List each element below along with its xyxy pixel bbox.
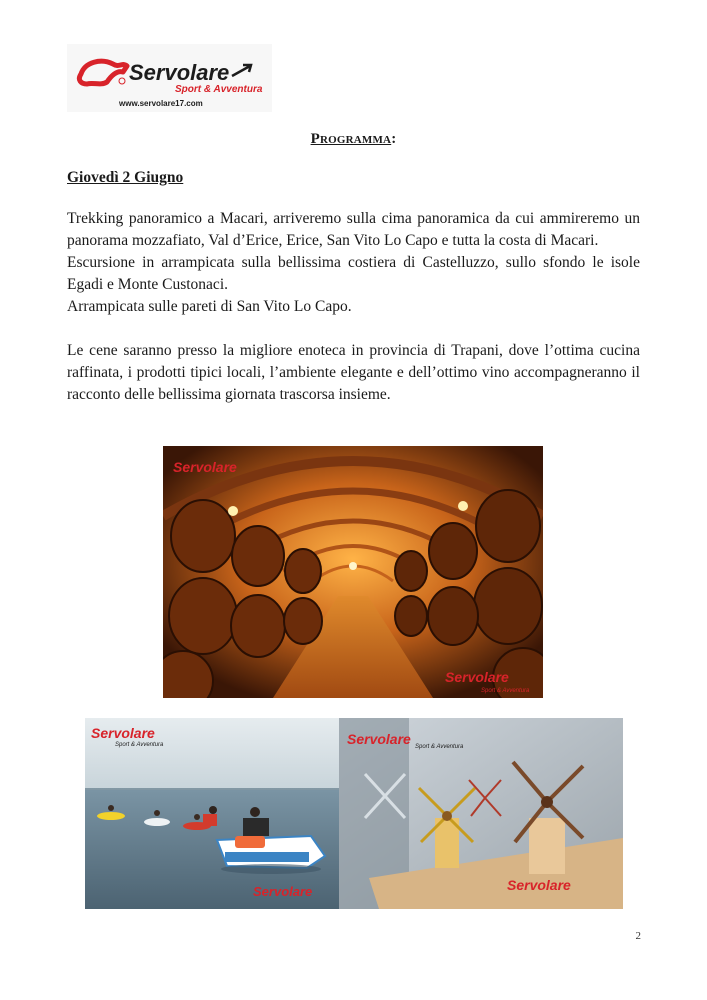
program-description — [67, 208, 640, 406]
wine-cellar-photo — [163, 446, 543, 698]
paragraph-climbing: Arrampicata sulle pareti di San Vito Lo Capo. — [67, 298, 352, 315]
program-heading-label: Programma — [310, 131, 392, 147]
program-heading — [0, 131, 707, 148]
svg-text:www.servolare17.com: www.servolare17.com — [119, 99, 203, 108]
svg-text:Sport & Avventura: Sport & Avventura — [175, 84, 263, 95]
svg-text:Servolare: Servolare — [129, 60, 230, 85]
cellar-watermark-tagline: Sport & Avventura — [481, 688, 530, 694]
cellar-watermark-top: Servolare — [173, 459, 237, 475]
lake-watermark-bottom: Servolare — [253, 884, 313, 899]
paragraph-trekking: Trekking panoramico a Macari, arriveremo sulla cima panoramica da cui ammireremo un panorama mozzafiato, Val d’Erice, Erice, San Vito Lo Capo e tutta la costa di Macari. — [67, 210, 640, 249]
day-title: Giovedì 2 Giugno — [67, 169, 184, 186]
servolare-logo — [67, 44, 272, 112]
pedal-boats-photo — [85, 718, 339, 909]
lake-watermark-top: Servolare — [91, 725, 155, 741]
mills-watermark-tagline: Sport & Avventura — [415, 744, 464, 750]
lake-watermark-tagline: Sport & Avventura — [115, 742, 164, 748]
paragraph-dinner: Le cene saranno presso la migliore enoteca in provincia di Trapani, dove l’ottima cucina raffinata, i prodotti tipici locali, l’ambiente elegante e dell’ottimo vino accompagneranno il racconto delle bellissima giornata trascorsa insieme. — [67, 342, 640, 403]
paragraph-excursion: Escursione in arrampicata sulla bellissima costiera di Castelluzzo, sullo sfondo le isole Egadi e Monte Custonaci. — [67, 254, 640, 293]
servolare-logo-graphic — [67, 44, 272, 112]
windmills-craft-photo — [339, 718, 623, 909]
page-number: 2 — [635, 930, 641, 942]
mills-watermark-bottom: Servolare — [507, 877, 571, 893]
mills-watermark-top: Servolare — [347, 731, 411, 747]
program-heading-suffix: : — [391, 131, 397, 147]
cellar-watermark-bottom: Servolare — [445, 669, 509, 685]
